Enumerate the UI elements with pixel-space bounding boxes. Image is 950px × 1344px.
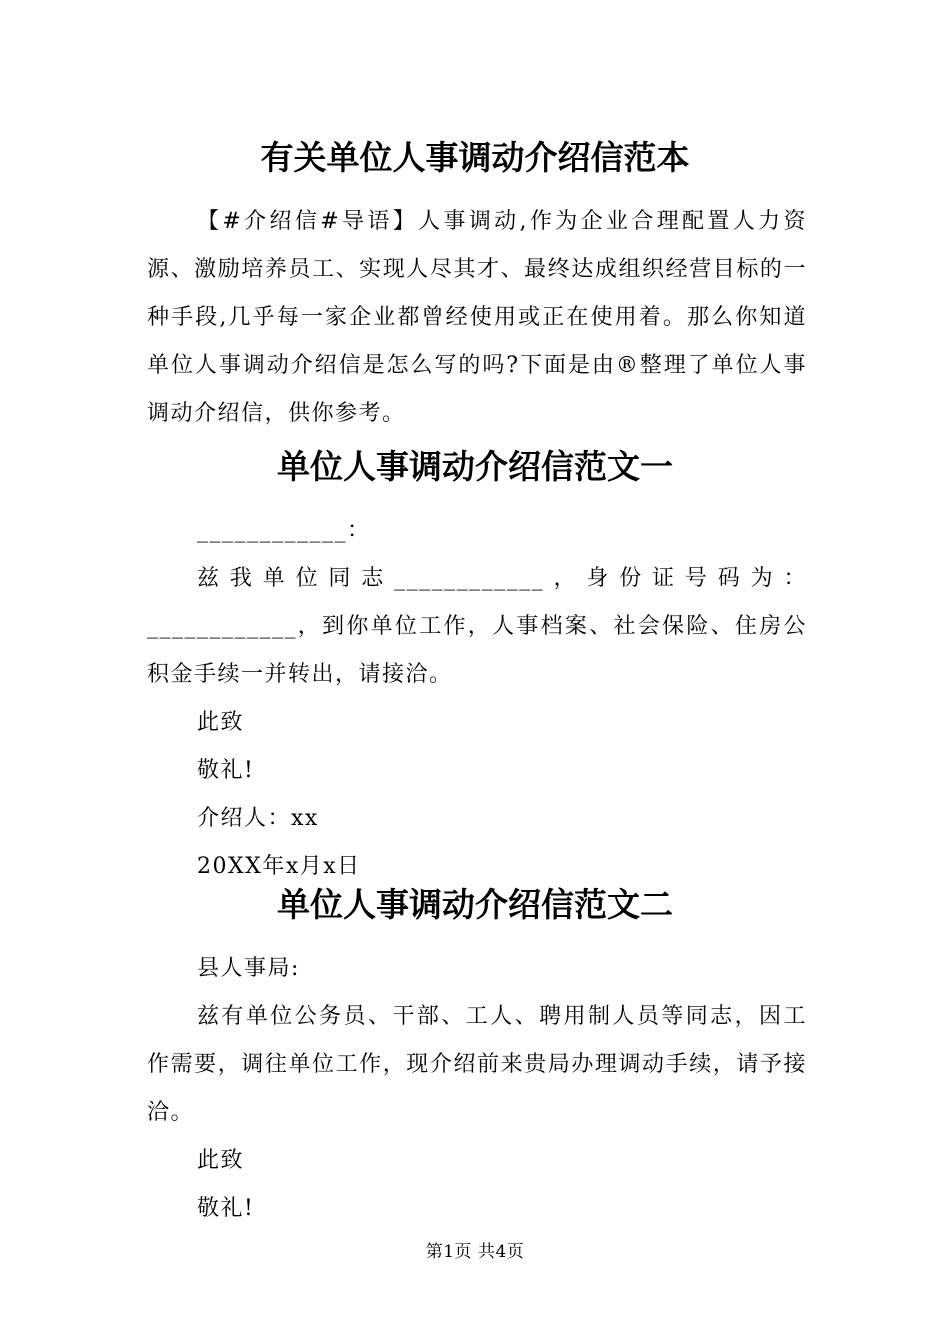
section1-introducer: 介绍人：xx	[197, 806, 319, 831]
section2-block	[147, 945, 807, 1233]
intro-paragraph: 【#介绍信#导语】人事调动,作为企业合理配置人力资源、激励培养员工、实现人尽其才、最终达成组织经营目标的一种手段,几乎每一家企业都曾经使用或正在使用着。那么你知道单位人事调动介绍信是怎么写的吗?下面是由®整理了单位人事调动介绍信，供你参考。	[147, 209, 807, 426]
section1-date: 20XX年x月x日	[197, 854, 361, 879]
page-footer: 第1页 共4页	[425, 1242, 525, 1262]
section2-body: 兹有单位公务员、干部、工人、聘用制人员等同志，因工作需要，调往单位工作，现介绍前来贵局办理调动手续，请予接洽。	[147, 1004, 807, 1125]
section2-closing-2: 敬礼!	[197, 1196, 255, 1221]
section1-block	[147, 507, 807, 891]
intro-block	[147, 198, 807, 438]
section2-salutation: 县人事局:	[197, 956, 300, 981]
section2-heading: 单位人事调动介绍信范文二	[277, 885, 673, 924]
section2-closing-1: 此致	[197, 1148, 245, 1173]
section1-closing-1: 此致	[197, 710, 245, 735]
document-title: 有关单位人事调动介绍信范本	[260, 138, 690, 177]
section1-body: 兹我单位同志____________，身份证号码为：____________，到你单位工作，人事档案、社会保险、住房公积金手续一并转出，请接洽。	[147, 566, 807, 687]
section1-salutation: ____________：	[197, 518, 371, 543]
section1-heading: 单位人事调动介绍信范文一	[277, 447, 673, 486]
section1-closing-2: 敬礼!	[197, 758, 255, 783]
